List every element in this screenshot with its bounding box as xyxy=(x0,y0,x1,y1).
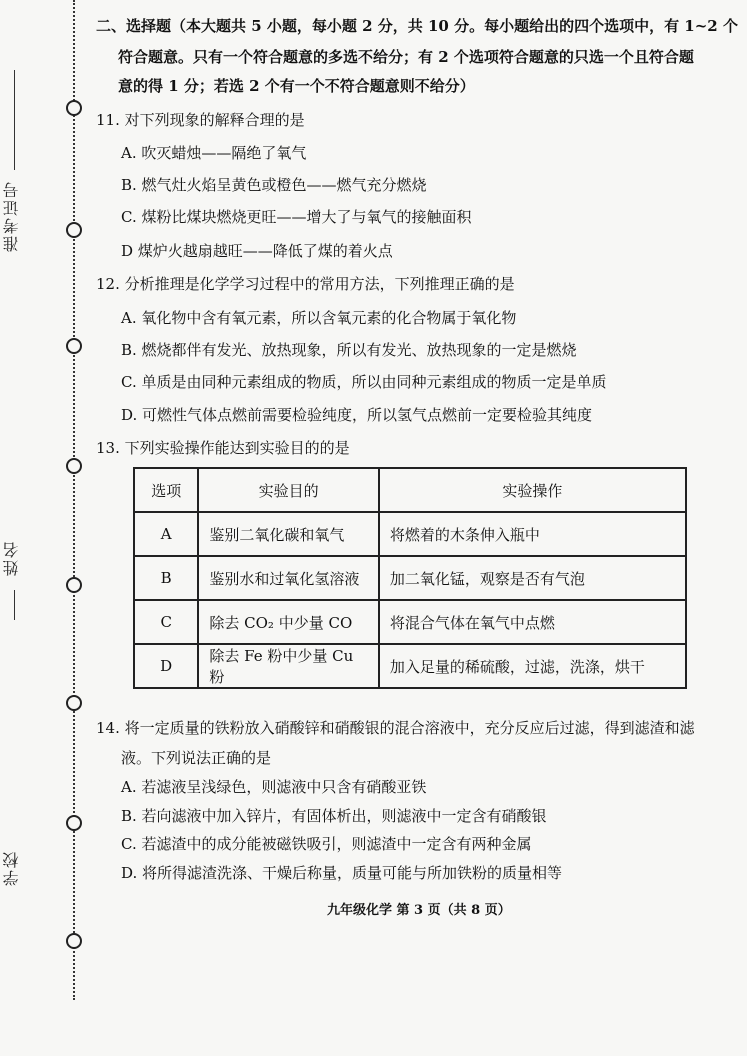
table-row xyxy=(134,512,686,556)
binding-hole xyxy=(66,338,82,354)
row-operation: 加入足量的稀硫酸，过滤，洗涤，烘干 xyxy=(379,644,686,688)
binding-hole xyxy=(66,100,82,116)
q12-option-b: B. 燃烧都伴有发光、放热现象，所以有发光、放热现象的一定是燃烧 xyxy=(121,341,577,359)
row-purpose: 鉴别水和过氧化氢溶液 xyxy=(198,556,378,600)
q14-option-a: A. 若滤液呈浅绿色，则滤液中只含有硝酸亚铁 xyxy=(121,778,427,796)
binding-hole xyxy=(66,577,82,593)
q14-option-d: D. 将所得滤渣洗涤、干燥后称量，质量可能与所加铁粉的质量相等 xyxy=(121,864,563,882)
row-purpose: 除去 CO₂ 中少量 CO xyxy=(198,600,378,644)
row-option: A xyxy=(134,512,198,556)
row-operation: 将燃着的木条伸入瓶中 xyxy=(379,512,686,556)
table-row xyxy=(134,644,686,688)
q12-option-a: A. 氧化物中含有氧元素，所以含氧元素的化合物属于氧化物 xyxy=(121,309,517,327)
page-footer: 九年级化学 第 3 页（共 8 页） xyxy=(327,903,511,918)
row-operation: 将混合气体在氧气中点燃 xyxy=(379,600,686,644)
row-operation: 加二氧化锰，观察是否有气泡 xyxy=(379,556,686,600)
q11-option-c: C. 煤粉比煤块燃烧更旺——增大了与氧气的接触面积 xyxy=(121,208,472,226)
school-label: 学校 xyxy=(2,850,21,886)
q14-stem-line-2: 液。下列说法正确的是 xyxy=(121,749,272,767)
row-option: C xyxy=(134,600,198,644)
header-option: 选项 xyxy=(134,468,198,512)
row-purpose: 鉴别二氧化碳和氧气 xyxy=(198,512,378,556)
q12-option-d: D. 可燃性气体点燃前需要检验纯度，所以氢气点燃前一定要检验其纯度 xyxy=(121,406,593,424)
exam-no-label: 准考证号 xyxy=(2,180,21,252)
table-header-row xyxy=(134,468,686,512)
q14-option-b: B. 若向滤液中加入锌片，有固体析出，则滤液中一定含有硝酸银 xyxy=(121,807,547,825)
table-row xyxy=(134,600,686,644)
row-option: B xyxy=(134,556,198,600)
header-purpose: 实验目的 xyxy=(198,468,378,512)
header-operation: 实验操作 xyxy=(379,468,686,512)
table-row xyxy=(134,556,686,600)
q11-option-b: B. 燃气灶火焰呈黄色或橙色——燃气充分燃烧 xyxy=(121,176,427,194)
experiment-table xyxy=(133,467,687,689)
q11-stem: 11. 对下列现象的解释合理的是 xyxy=(96,111,305,129)
q12-stem: 12. 分析推理是化学学习过程中的常用方法，下列推理正确的是 xyxy=(96,275,515,293)
binding-hole xyxy=(66,933,82,949)
section-heading-line-3: 意的得 1 分；若选 2 个有一个不符合题意则不给分） xyxy=(118,77,475,95)
q14-stem-line-1: 14. 将一定质量的铁粉放入硝酸锌和硝酸银的混合溶液中，充分反应后过滤，得到滤渣和滤 xyxy=(96,719,695,737)
q12-option-c: C. 单质是由同种元素组成的物质，所以由同种元素组成的物质一定是单质 xyxy=(121,373,607,391)
section-heading-line-1: 二、选择题（本大题共 5 小题，每小题 2 分，共 10 分。每小题给出的四个选项中，有 1~2 个 xyxy=(96,17,738,35)
binding-line xyxy=(73,0,75,1000)
q11-option-d: D 煤炉火越扇越旺——降低了煤的着火点 xyxy=(121,242,393,260)
name-blank xyxy=(14,590,15,620)
binding-hole xyxy=(66,222,82,238)
binding-hole xyxy=(66,815,82,831)
name-label: 姓名 xyxy=(2,540,21,576)
row-option: D xyxy=(134,644,198,688)
binding-hole xyxy=(66,458,82,474)
q11-option-a: A. 吹灭蜡烛——隔绝了氧气 xyxy=(121,144,307,162)
q14-option-c: C. 若滤渣中的成分能被磁铁吸引，则滤渣中一定含有两种金属 xyxy=(121,835,532,853)
q13-stem: 13. 下列实验操作能达到实验目的的是 xyxy=(96,439,350,457)
exam-no-blank xyxy=(14,70,15,170)
section-heading-line-2: 符合题意。只有一个符合题意的多选不给分；有 2 个选项符合题意的只选一个且符合题 xyxy=(118,48,694,66)
binding-hole xyxy=(66,695,82,711)
row-purpose: 除去 Fe 粉中少量 Cu 粉 xyxy=(198,644,378,688)
